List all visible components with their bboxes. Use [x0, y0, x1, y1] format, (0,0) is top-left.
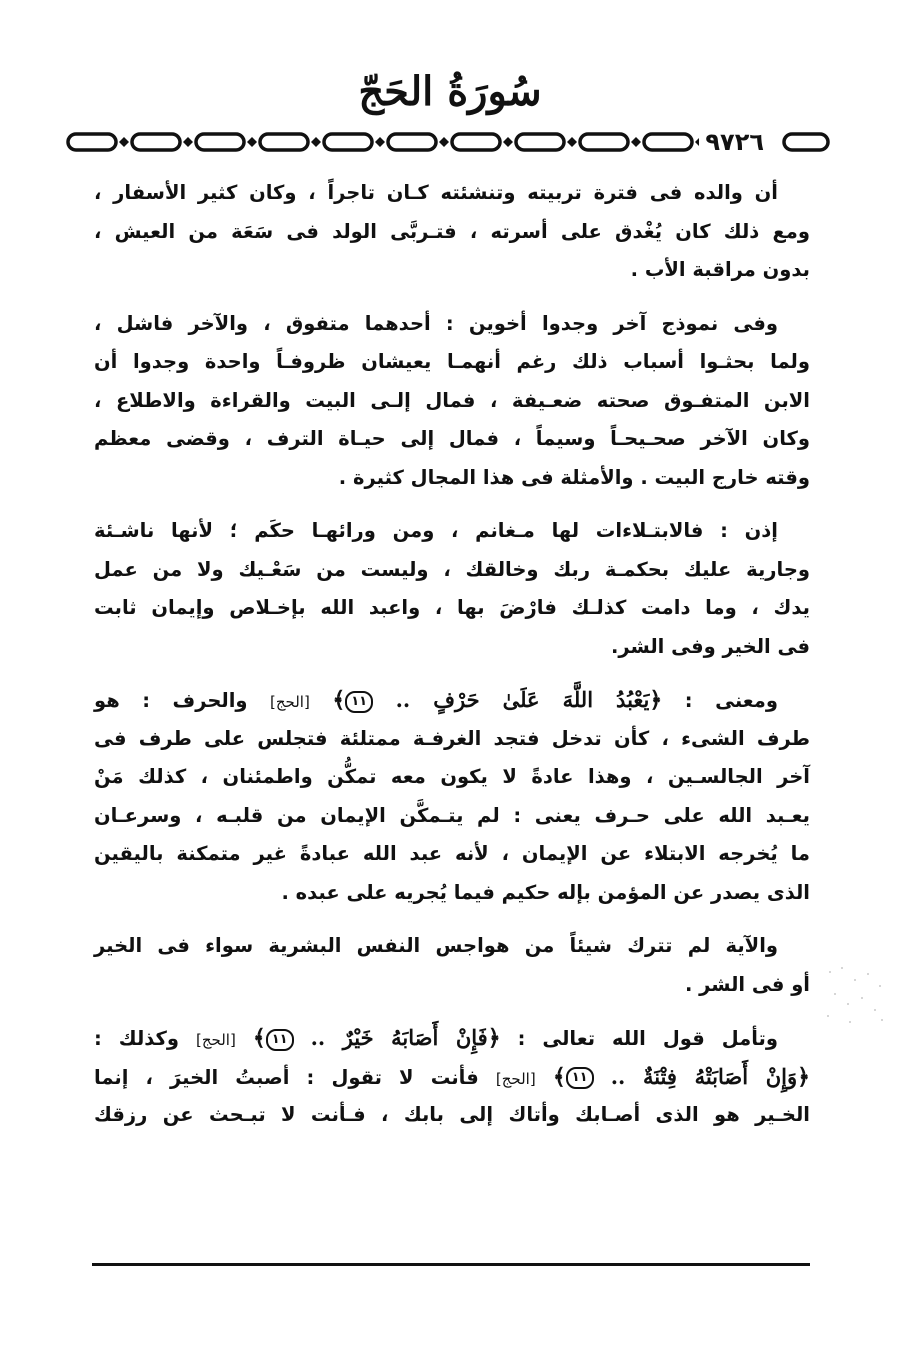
paragraph	[94, 1019, 810, 1135]
text-line: وكان الآخر صحـيحـاً وسيماً ، فمال إلى حيـاة الترف ، وقضى معظم	[94, 427, 810, 450]
surah-title: سُورَةُ الحَجّ	[358, 68, 542, 115]
verse-line	[94, 681, 810, 720]
quran-open-bracket: ﴿	[649, 687, 663, 713]
text-line: الذى يصدر عن المؤمن بإله حكيم فيما يُجريه على عبده .	[281, 880, 810, 904]
text-line: وجارية عليك بحكمـة ربك وخالقك ، وليست من سَعْـيك ولا من عمل	[94, 557, 810, 581]
text-line: ولما بحثـوا أسباب ذلك رغم أنهمـا يعيشان ظروفـاً واحدة وجدوا أن	[94, 350, 810, 373]
paragraph	[94, 512, 810, 666]
paragraph	[94, 305, 810, 498]
ayah-number-badge: ١١	[345, 691, 373, 713]
header-ornament	[66, 122, 832, 162]
text-line: آخر الجالسـين ، وهذا عادةً لا يكون معه تمكُّن واطمئنان ، كذلك مَنْ	[94, 765, 810, 788]
intro-text: وتأمل قول الله تعالى :	[517, 1027, 778, 1050]
footer-divider	[92, 1263, 810, 1266]
text-line: وفى نموذج آخر وجدوا أخوين : أحدهما متفوق ، والآخر فاشل ،	[94, 311, 778, 335]
text-line: طرف الشىء ، كأن تدخل فتجد الغرفـة ممتلئة فتجلس على طرف فى	[94, 726, 810, 750]
text-line: يدك ، وما دامت كذلـك فارْضَ بها ، واعبد الله بإخـلاص وإيمان ثابت	[94, 596, 810, 619]
after-verse-text: وكذلك :	[94, 1027, 179, 1050]
text-line: ما يُخرجه الابتلاء عن الإيمان ، لأنه عبد الله عبادةً غير متمكنة باليقين	[94, 842, 810, 865]
quran-verse: فَإِنْ أَصَابَهُ خَيْرٌ ..	[310, 1025, 488, 1050]
text-line: الابن المتفـوق صحته ضعـيفة ، فمال إلـى البيت والقراءة والاطلاع ،	[94, 388, 810, 412]
text-line: الخـير هو الذى أصـابك وأتاك إلى بابك ، فـأنت لا تبـحث عن رزقك	[94, 1103, 810, 1126]
ayah-number-badge: ١١	[566, 1067, 594, 1089]
paragraph	[94, 174, 810, 290]
verse-line	[94, 1058, 810, 1097]
paragraph	[94, 927, 810, 1004]
quran-verse: يَعْبُدُ اللَّهَ عَلَىٰ حَرْفٍ ..	[395, 687, 650, 712]
text-line: إذن : فالابتـلاءات لها مـغانم ، ومن ورائهـا حكَم ؛ لأنها ناشـئة	[94, 519, 778, 542]
surah-reference: [الحج]	[270, 693, 310, 711]
quran-close-bracket: ﴾	[332, 687, 346, 713]
text-line: وقته خارج البيت . والأمثلة فى هذا المجال كثيرة .	[338, 465, 810, 489]
scan-noise-icon	[820, 960, 890, 1030]
text-line: بدون مراقبة الأب .	[630, 258, 810, 281]
ayah-number-badge: ١١	[266, 1029, 294, 1051]
text-line: والآية لم تترك شيئاً من هواجس النفس البشرية سواء فى الخير	[94, 934, 778, 957]
after-verse-text: والحرف : هو	[94, 689, 248, 712]
quran-verse: وَإِنْ أَصَابَتْهُ فِتْنَةٌ ..	[610, 1063, 798, 1089]
verse-line	[94, 1019, 810, 1058]
page-number: ٩٧٢٦	[699, 122, 770, 162]
text-line: أو فى الشر .	[684, 972, 810, 996]
text-line: فى الخير وفى الشر.	[610, 634, 810, 658]
after-verse-text: فأنت لا تقول : أصبتُ الخيرَ ، إنما	[94, 1065, 479, 1089]
body-text	[94, 174, 810, 1150]
text-line: أن والده فى فترة تربيته وتنشئته كـان تاجراً ، وكان كثير الأسفار ،	[94, 181, 778, 204]
quran-open-bracket: ﴿	[797, 1063, 810, 1090]
quran-close-bracket: ﴾	[552, 1063, 566, 1090]
surah-reference: [الحج]	[495, 1069, 536, 1088]
intro-text: ومعنى :	[684, 689, 778, 712]
text-line: يعـبد الله على حـرف يعنى : لم يتـمكَّن الإيمان من قلبـه ، وسرعـان	[94, 803, 810, 827]
text-line: ومع ذلك كان يُغْدق على أسرته ، فتـربَّى الولد فى سَعَة من العيش ،	[94, 219, 810, 243]
paragraph	[94, 681, 810, 912]
quran-open-bracket: ﴿	[487, 1025, 501, 1051]
quran-close-bracket: ﴾	[252, 1025, 266, 1051]
surah-reference: [الحج]	[196, 1031, 236, 1049]
